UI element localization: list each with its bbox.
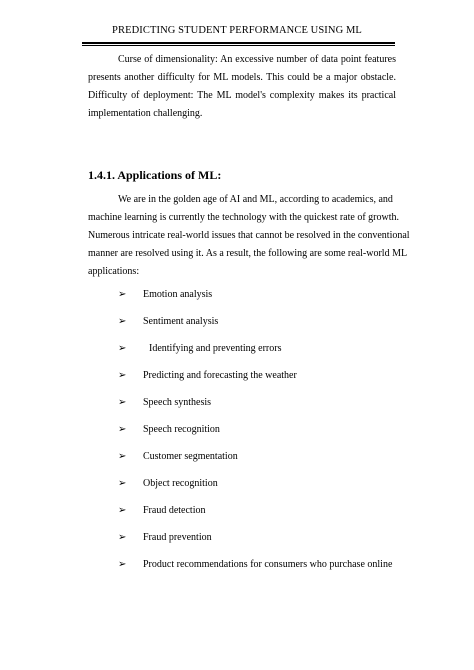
arrow-bullet-icon: ➢: [118, 532, 127, 543]
list-item-text: Emotion analysis: [143, 289, 213, 300]
list-item-text: Fraud detection: [143, 505, 206, 516]
paragraph-limitations: [88, 51, 396, 123]
paragraph-line: manner are resolved using it. As a result, the following are some real-world ML: [88, 248, 408, 259]
arrow-bullet-icon: ➢: [118, 478, 127, 489]
arrow-bullet-icon: ➢: [118, 505, 127, 516]
arrow-bullet-icon: ➢: [118, 316, 127, 327]
arrow-bullet-icon: ➢: [118, 451, 127, 462]
list-item-text: Sentiment analysis: [143, 316, 219, 327]
paragraph-line: machine learning is currently the technology with the quickest rate of growth.: [88, 212, 400, 223]
paragraph-line: applications:: [88, 266, 140, 277]
paragraph-line: implementation challenging.: [88, 108, 203, 119]
header-rule-thick: [82, 42, 395, 44]
paragraph-line: Curse of dimensionality: An excessive number of data point features: [118, 54, 396, 65]
header-rule-thin: [82, 45, 395, 46]
list-item-text: Speech recognition: [143, 424, 220, 435]
paragraph-line: We are in the golden age of AI and ML, according to academics, and: [118, 194, 393, 205]
arrow-bullet-icon: ➢: [118, 370, 127, 381]
arrow-bullet-icon: ➢: [118, 397, 127, 408]
list-item-text: Speech synthesis: [143, 397, 212, 408]
paragraph-line: presents another difficulty for ML models. This could be a major obstacle.: [88, 72, 396, 83]
running-header: PREDICTING STUDENT PERFORMANCE USING ML: [112, 25, 362, 36]
arrow-bullet-icon: ➢: [118, 343, 127, 354]
list-item-text: Fraud prevention: [143, 532, 212, 543]
arrow-bullet-icon: ➢: [118, 559, 127, 570]
section-heading: 1.4.1. Applications of ML:: [88, 168, 222, 182]
list-item-text: Identifying and preventing errors: [149, 343, 282, 354]
paragraph-line: Difficulty of deployment: The ML model's complexity makes its practical: [88, 90, 396, 101]
paragraph-applications-intro: [88, 191, 410, 281]
list-item-text: Customer segmentation: [143, 451, 238, 462]
arrow-bullet-icon: ➢: [118, 424, 127, 435]
list-item-text: Object recognition: [143, 478, 218, 489]
paragraph-line: Numerous intricate real-world issues that cannot be resolved in the conventional: [88, 230, 410, 241]
list-item-text: Product recommendations for consumers who purchase online: [143, 559, 393, 570]
arrow-bullet-icon: ➢: [118, 289, 127, 300]
list-item-text: Predicting and forecasting the weather: [143, 370, 297, 381]
